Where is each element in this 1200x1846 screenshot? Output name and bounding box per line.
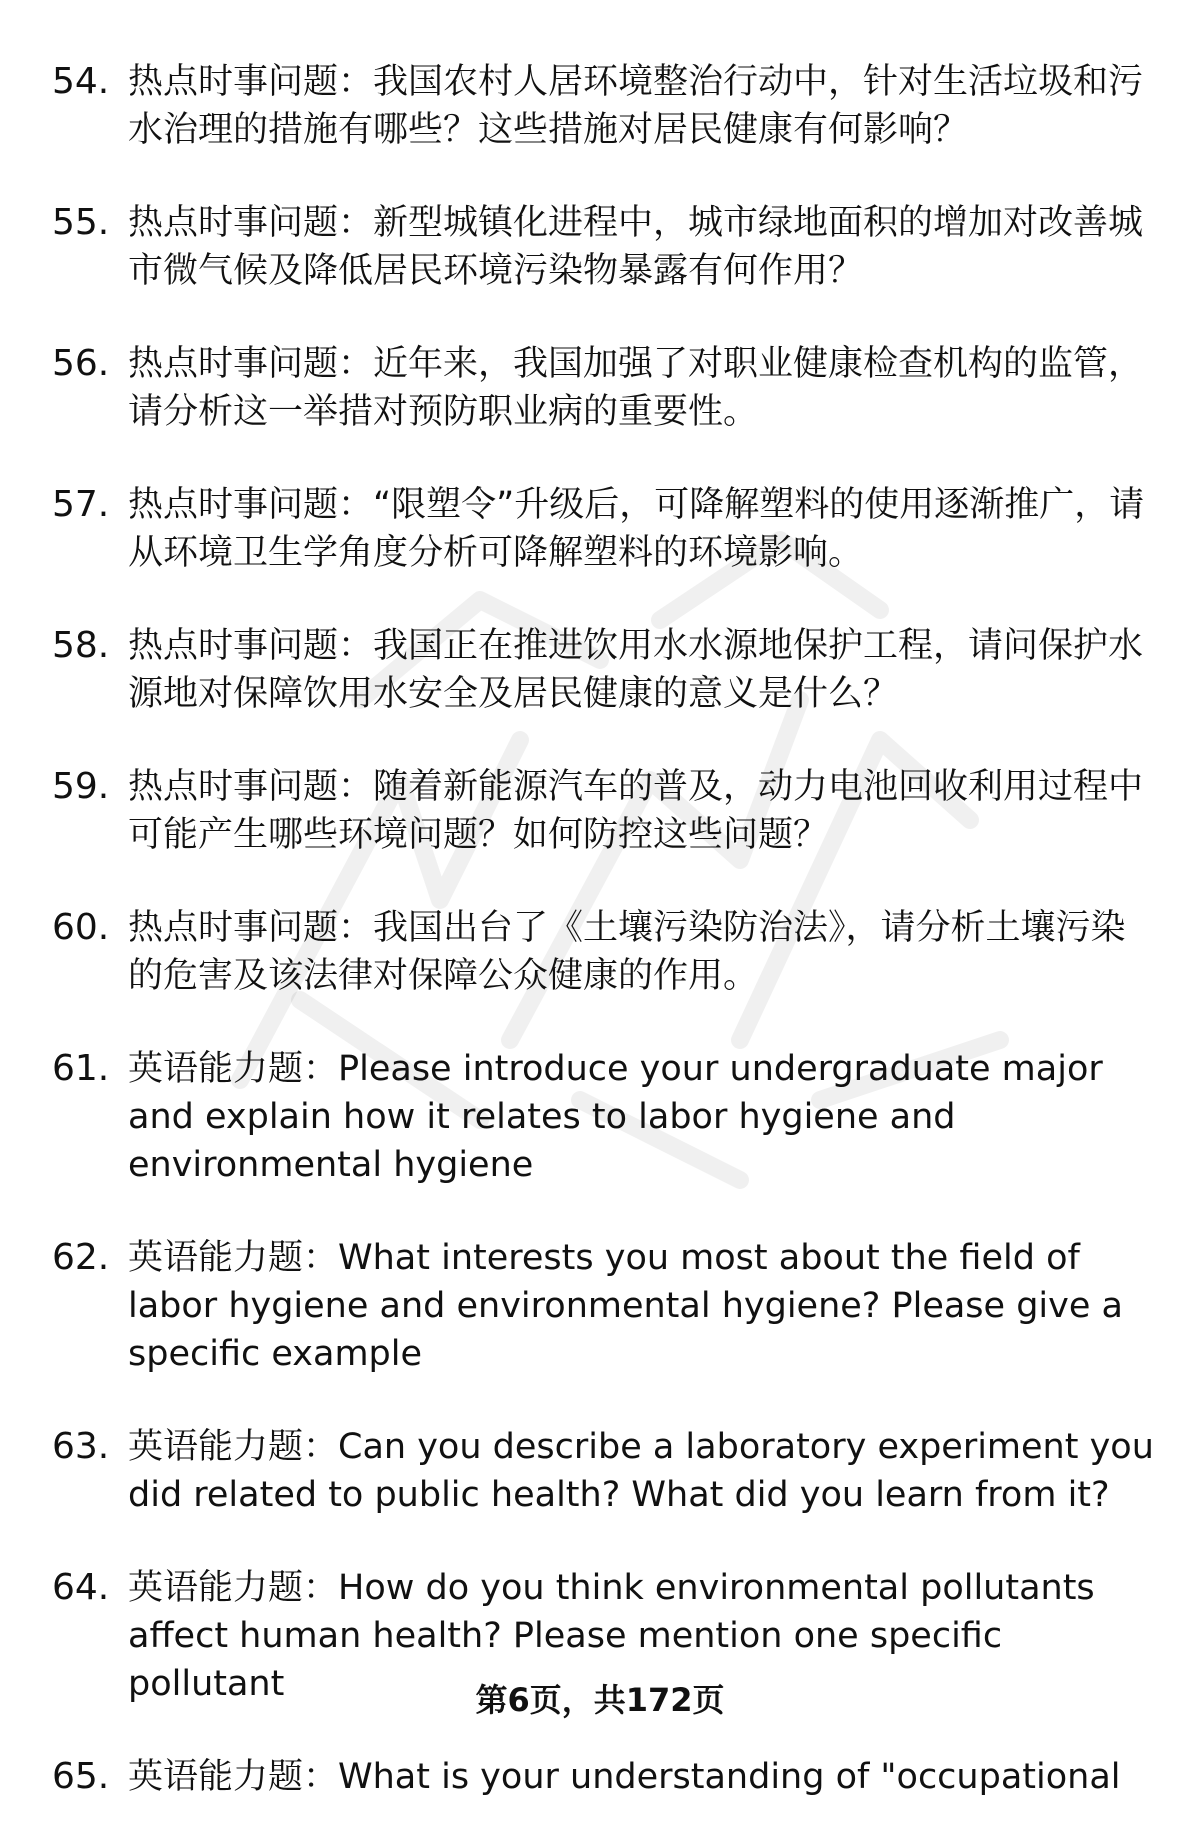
- question-body: [128, 199, 1160, 295]
- question-body: [128, 481, 1160, 577]
- question-number: 63.: [52, 1426, 110, 1467]
- list-item: [0, 904, 1200, 1000]
- list-item: [0, 763, 1200, 859]
- list-item: [0, 340, 1200, 436]
- question-text: 我国正在推进饮用水水源地保护工程，请问保护水源地对保障饮用水安全及居民健康的意义是什么？: [128, 626, 1144, 714]
- question-number: 58.: [52, 625, 110, 666]
- question-body: [128, 1234, 1160, 1378]
- question-category: 热点时事问题：: [128, 62, 374, 102]
- question-number: 54.: [52, 61, 110, 102]
- question-category: 热点时事问题：: [128, 626, 374, 666]
- question-category: 热点时事问题：: [128, 767, 374, 807]
- question-text: “限塑令”升级后，可降解塑料的使用逐渐推广，请从环境卫生学角度分析可降解塑料的环境影响。: [128, 485, 1145, 573]
- question-number: 55.: [52, 202, 110, 243]
- list-item: [0, 199, 1200, 295]
- question-text: 我国农村人居环境整治行动中，针对生活垃圾和污水治理的措施有哪些？这些措施对居民健康有何影响？: [128, 62, 1144, 150]
- question-list: [0, 58, 1200, 1846]
- question-body: [128, 763, 1160, 859]
- page-number-footer: 第6页，共172页: [475, 1681, 725, 1719]
- list-item: [0, 1753, 1200, 1801]
- question-number: 56.: [52, 343, 110, 384]
- question-number: 61.: [52, 1048, 110, 1089]
- question-category: 英语能力题：: [128, 1568, 339, 1608]
- question-text: Please introduce your undergraduate major and explain how it relates to labor hygiene and environmental hygiene: [128, 1049, 1103, 1185]
- question-number: 57.: [52, 484, 110, 525]
- question-category: 英语能力题：: [128, 1757, 339, 1797]
- list-item: [0, 481, 1200, 577]
- question-body: [128, 1045, 1160, 1189]
- question-body: [128, 1753, 1160, 1801]
- question-body: [128, 58, 1160, 154]
- question-text: 我国出台了《土壤污染防治法》，请分析土壤污染的危害及该法律对保障公众健康的作用。: [128, 908, 1126, 996]
- question-number: 64.: [52, 1567, 110, 1608]
- question-number: 62.: [52, 1237, 110, 1278]
- question-text: Can you describe a laboratory experiment you did related to public health? What did you learn from it?: [128, 1427, 1154, 1515]
- question-category: 热点时事问题：: [128, 908, 374, 948]
- question-text: What interests you most about the field of labor hygiene and environmental hygiene? Please give a specific example: [128, 1238, 1123, 1374]
- question-category: 热点时事问题：: [128, 203, 374, 243]
- question-category: 英语能力题：: [128, 1238, 339, 1278]
- question-number: 65.: [52, 1756, 110, 1797]
- question-body: [128, 904, 1160, 1000]
- question-number: 59.: [52, 766, 110, 807]
- question-number: 60.: [52, 907, 110, 948]
- question-text: 近年来，我国加强了对职业健康检查机构的监管，请分析这一举措对预防职业病的重要性。: [128, 344, 1144, 432]
- question-text: 新型城镇化进程中，城市绿地面积的增加对改善城市微气候及降低居民环境污染物暴露有何作用？: [128, 203, 1144, 291]
- question-text: How do you think environmental pollutants affect human health? Please mention one specific pollutant: [128, 1568, 1095, 1704]
- question-body: [128, 1423, 1160, 1519]
- question-body: [128, 340, 1160, 436]
- list-item: [0, 1234, 1200, 1378]
- list-item: [0, 58, 1200, 154]
- question-category: 英语能力题：: [128, 1049, 339, 1089]
- question-text: 随着新能源汽车的普及，动力电池回收利用过程中可能产生哪些环境问题？如何防控这些问题？: [128, 767, 1144, 855]
- list-item: [0, 1045, 1200, 1189]
- list-item: [0, 622, 1200, 718]
- list-item: [0, 1423, 1200, 1519]
- question-category: 热点时事问题：: [128, 344, 374, 384]
- question-body: [128, 622, 1160, 718]
- question-category: 英语能力题：: [128, 1427, 339, 1467]
- question-category: 热点时事问题：: [128, 485, 374, 525]
- question-text: What is your understanding of "occupational: [338, 1757, 1121, 1797]
